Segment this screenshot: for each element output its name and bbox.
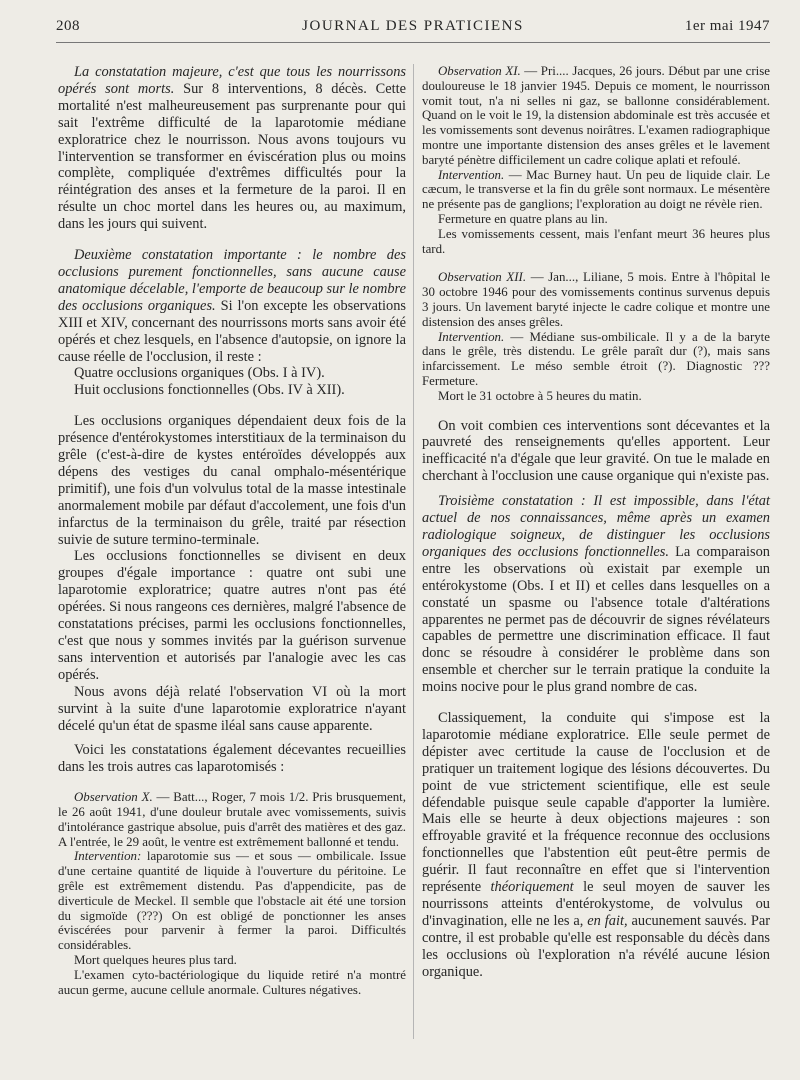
paragraph-third-finding: Troisième constatation : Il est impossible, dans l'état actuel de nos connaissances, même après un examen radiologique soigneux, de distinguer les occlusions organiques des occlusions fonctionnelles. La comparaison entre les observations où existait par exemple un entérokystome (Obs. I et II) et celles dans lesquelles on a constaté un spasme ou l'absence totale d'altérations apparentes ne permet pas de découvrir de signes révélateurs capables de permettre une discrimination efficace. Il faut donc se résoudre à considérer le problème dans son ensemble et chercher sur le terrain pratique la conduite la moins nocive pour le plus grand nombre de cas. xyxy=(422,493,770,696)
column-divider xyxy=(413,64,414,1039)
paragraph-classical-conduct: Classiquement, la conduite qui s'impose est la laparotomie médiane exploratrice. Elle seule permet de dépister avec certitude la cause de l'occlusion et de pratiquer un traitement logique des lésions découvertes. Du point de vue strictement scientifique, elle est seule défendable puisque seule capable d'apporter la lumière. Mais elle se heurte à deux objections majeures : son effroyable gravité et la fréquence reconnue des occlusions fonctionnelles que l'abstention eût peut-être permis de guérir. Il faut reconnaître en effet que si l'intervention représente théoriquement le seul moyen de sauver les nourrissons atteints d'entérokystome, de volvulus ou d'invagination, elle ne les a, en fait, aucunement sauvés. Par contre, il est probable qu'elle est responsable du décès dans les occlusions où l'exploration n'a révélé aucune lésion organique. xyxy=(422,710,770,980)
observation-xi-intervention: Intervention. — Mac Burney haut. Un peu de liquide clair. Le cæcum, le transverse et la fin du grêle sont normaux. Le mésentère ne présente pas de ganglions; l'exploration au doigt ne révèle rien. xyxy=(422,167,770,212)
list-item: Huit occlusions fonctionnelles (Obs. IV à XII). xyxy=(74,382,345,399)
observation-x-death: Mort quelques heures plus tard. xyxy=(74,953,237,968)
observation-xii-death: Mort le 31 octobre à 5 heures du matin. xyxy=(438,388,642,403)
observation-xi-history: Observation XI. — Pri.... Jacques, 26 jours. Début par une crise douloureuse le 18 janvier 1945. Depuis ce moment, le nourrisson vomit tout, n'a ni selles ni gaz, se ballonne considérablement. Quand on le voit le 19, la distension abdominale est très accusée et les vomissements sont devenus noirâtres. L'examen radiographique montre une importante distension des anses grêles et le lavement baryté pénètre difficilement un cadre colique aplati et refoulé. xyxy=(422,64,770,167)
list-item: Quatre occlusions organiques (Obs. I à IV). xyxy=(74,365,325,382)
occlusion-list xyxy=(58,365,406,399)
issue-date: 1er mai 1947 xyxy=(684,18,770,34)
observation-xii xyxy=(422,270,770,403)
paragraph-organic: Les occlusions organiques dépendaient deux fois de la présence d'entérokystomes interstitiaux de la terminaison du grêle (c'est-à-dire de kystes entéroïdes développés aux dépens des vestiges du canal omphalo-mésentérique primitif), une fois d'un volvulus total de la masse intestinale anormalement mobile par défaut d'accolement, une fois d'un infarctus de la terminaison du grêle, traité par résection suivie de suture termino-terminale. xyxy=(58,413,406,548)
observation-x xyxy=(58,790,406,997)
observation-x-intervention: Intervention: laparotomie sus — et sous — ombilicale. Issue d'une certaine quantité de liquide à l'ouverture du péritoine. Le grêle est extrêmement distendu. Pas d'appendicite, pas de diverticule de Meckel. Il semble que l'obstacle ait été une torsion du sigmoïde (???) On est obligé de ponctionner les anses éviscérées pour parvenir à fermer la paroi. Difficultés considérables. xyxy=(58,849,406,953)
observation-x-exam: L'examen cyto-bactériologique du liquide retiré n'a montré aucun germe, aucune cellule anormale. Cultures négatives. xyxy=(58,967,406,997)
observation-xi-death: Les vomissements cessent, mais l'enfant meurt 36 heures plus tard. xyxy=(422,226,770,256)
paragraph-first-finding: La constatation majeure, c'est que tous les nourrissons opérés sont morts. Sur 8 interventions, 8 décès. Cette mortalité n'est malheureusement pas surprenante pour qui sait l'extrême difficulté de la laparotomie médiane exploratrice chez le nourrisson. Nous avons toujours vu l'intervention se transformer en éviscération plus ou moins complète, compliquée d'extrêmes difficultés pour la réintégration des anses et la fermeture de la paroi. Il en résulte un choc mortel dans les heures ou, au maximum, dans les jours qui suivent. xyxy=(58,64,406,233)
paragraph-cases-intro: Voici les constatations également décevantes recueillies dans les trois autres cas laparotomisés : xyxy=(58,742,406,776)
observation-xii-history: Observation XII. — Jan..., Liliane, 5 mois. Entre à l'hôpital le 30 octobre 1946 pour des vomissements continus survenus depuis 3 jours. Un lavement baryté injecte le cadre colique et montre une distension des anses grêles. xyxy=(422,270,770,329)
page-header xyxy=(56,18,770,43)
observation-x-history: Observation X. — Batt..., Roger, 7 mois 1/2. Pris brusquement, le 26 août 1941, d'une douleur brutale avec vomissements, suivis d'intolérance gastrique absolue, puis d'arrêt des matières et des gaz. A l'entrée, le 29 août, le ventre est extrêmement ballonné et tendu. xyxy=(58,790,406,849)
paragraph-deceptive: On voit combien ces interventions sont décevantes et la pauvreté des renseignements qu'elles apportent. Leur inefficacité n'a d'égale que leur gravité. On tue le malade en cherchant à l'occlusion une cause organique qui n'existe pas. xyxy=(422,417,770,485)
observation-xi-closure: Fermeture en quatre plans au lin. xyxy=(438,211,608,226)
journal-title: JOURNAL DES PRATICIENS xyxy=(302,18,524,34)
observation-xi xyxy=(422,64,770,256)
paragraph-observation-vi: Nous avons déjà relaté l'observation VI où la mort survint à la suite d'une laparotomie exploratrice n'ayant décelé qu'un état de spasme iléal sans cause apparente. xyxy=(58,683,406,734)
left-column xyxy=(58,64,406,997)
paragraph-second-finding: Deuxième constatation importante : le nombre des occlusions purement fonctionnelles, sans aucune cause anatomique décelable, l'emporte de beaucoup sur le nombre des occlusions organiques. Si l'on excepte les observations XIII et XIV, concernant des nourrissons morts sans avoir été opérés et chez lesquels, en l'absence d'autopsie, on ignore la cause réelle de l'occlusion, il reste : xyxy=(58,247,406,365)
right-column xyxy=(422,64,770,981)
paragraph-functional: Les occlusions fonctionnelles se divisent en deux groupes d'égale importance : quatre ont subi une laparotomie exploratrice; quatre autres n'ont pas été opérées. Si nous rangeons ces dernières, malgré l'absence de constatations précises, parmi les occlusions fonctionnelles, c'est que nous y sommes invités par la guérison survenue sans intervention et autorisés par l'analogie avec les cas opérés. xyxy=(58,548,406,683)
observation-xii-intervention: Intervention. — Médiane sus-ombilicale. Il y a de la baryte dans le grêle, très distendu. Le grêle paraît dur (?), mais sans infarcissement. Le méso semble étroit (?). Diagnostic ??? Fermeture. xyxy=(422,329,770,388)
page-number: 208 xyxy=(56,18,80,34)
